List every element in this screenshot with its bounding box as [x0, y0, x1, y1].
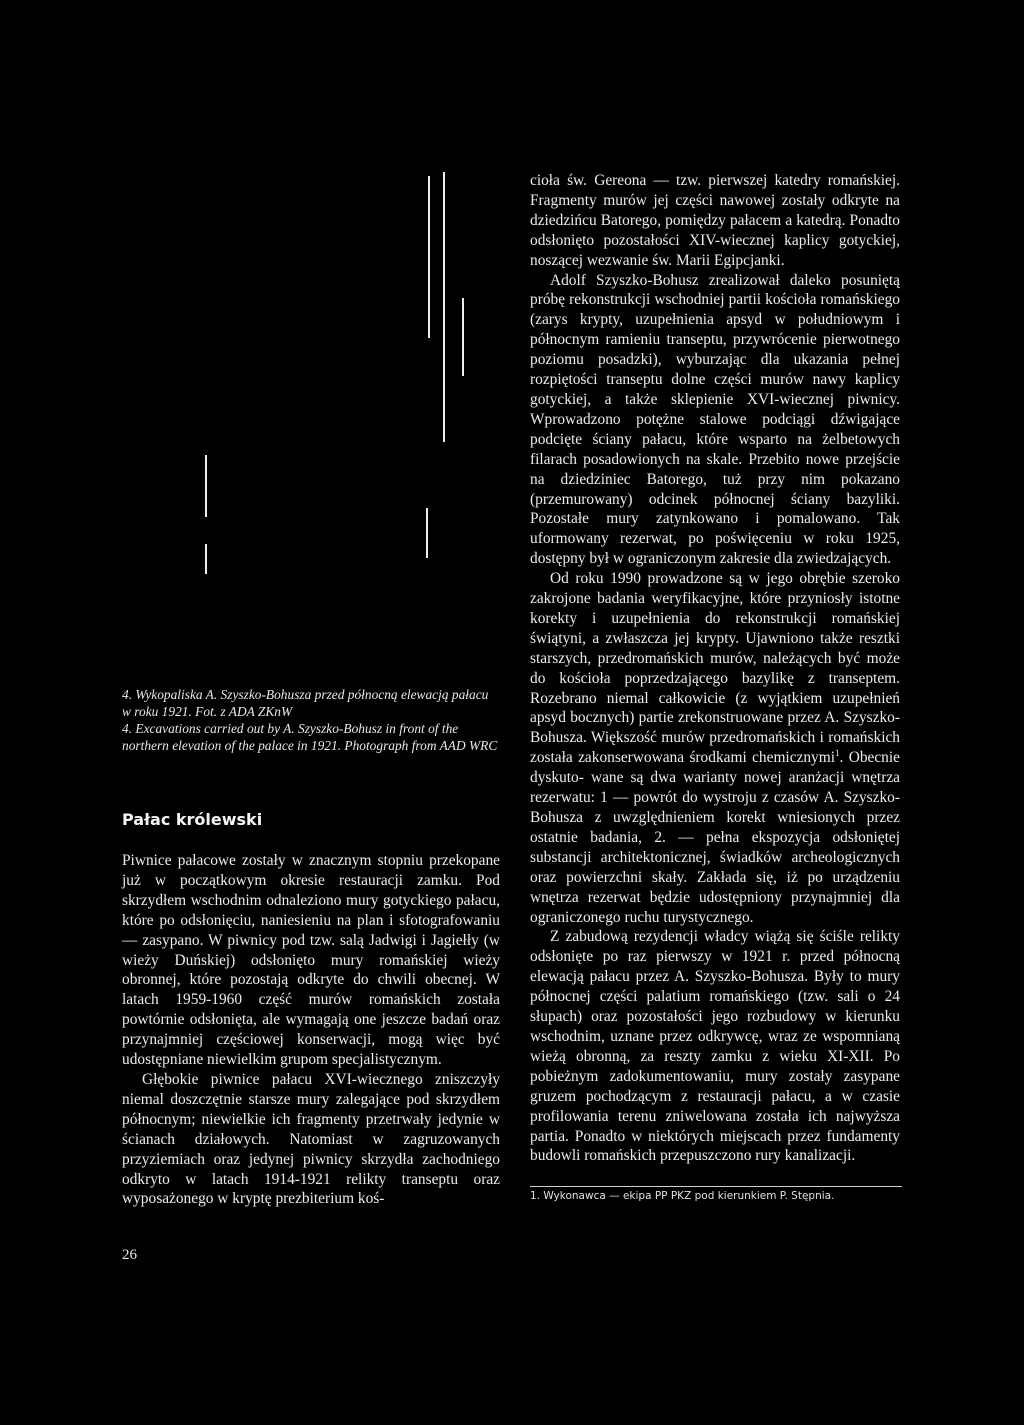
figure-caption	[122, 686, 500, 754]
paragraph	[530, 569, 900, 927]
page-number: 26	[122, 1247, 137, 1263]
photo-line	[428, 176, 430, 338]
photo-line	[443, 172, 445, 442]
photo-line	[462, 298, 464, 376]
paragraph: Piwnice pałacowe zostały w znacznym stopniu przekopane już w początkowym okresie restauracji zamku. Pod skrzydłem wschodnim odnaleziono mury gotyckiego pałacu, które po odsłonięciu, naniesieniu na plan i sfotografowaniu — zasypano. W piwnicy pod tzw. salą Jadwigi i Jagiełły (w wieży Duńskiej) odsłonięto mury romańskiej wieży obronnej, które pozostają odkryte do chwili obecnej. W latach 1959-1960 część murów romańskich została powtórnie odsłonięta, ale wymagają one jeszcze badań oraz przynajmniej częściowej konserwacji, mogą więc być udostępniane niewielkim grupom specjalistycznym.	[122, 852, 500, 1069]
paragraph: Adolf Szyszko-Bohusz zrealizował daleko posuniętą próbę rekonstrukcji wschodniej partii kościoła romańskiego (zarys krypty, uzupełnienia apsyd w południowym i północnym ramieniu transeptu, przywrócenie pierwotnego poziomu posadzki), wyburzając dla ukazania pełnej rozpiętości transeptu dolne części murów nawy kaplicy gotyckiej, a także sklepienie XVI-wiecznej piwnicy. Wprowadzono potężne stalowe podciągi dźwigające podcięte ściany pałacu, które wsparto na żelbetowych filarach posadowionych na skale. Przebito nowe przejście na dziedziniec Batorego, tuż przy nim pokazano (przemurowany) odcinek północnej ściany bazyliki. Pozostałe mury zatynkowano i pomalowano. Tak uformowany rezerwat, po poświęceniu w roku 1925, dostępny był w ograniczonym zakresie dla zwiedzających.	[530, 271, 900, 568]
paragraph: Z zabudową rezydencji władcy wiążą się ściśle relikty odsłonięte po raz pierwszy w 1921 r. przed północną elewacją pałacu przez A. Szyszko-Bohusza. Były to mury północnej części palatium romańskiego (tzw. sali o 24 słupach) oraz pozostałości jego rozbudowy w kierunku wschodnim, uznane przez odkrywcę, wraz ze wspomnianą wieżą obronną, za reszty zamku z wieku XI-XII. Po pobieżnym zadokumentowaniu, mury zostały zasypane gruzem pochodzącym z restauracji pałacu, a w czasie profilowania terenu zniwelowana została ich najwyższa partia. Ponadto w niektórych miejscach przez fundamenty budowli romańskich przepuszczono rury kanalizacji.	[530, 928, 900, 1165]
photo-line	[426, 508, 428, 558]
section-heading: Pałac królewski	[122, 810, 263, 829]
footnote-marker: 1	[835, 748, 840, 759]
footnote-divider	[530, 1186, 902, 1187]
photo-line	[205, 544, 207, 574]
right-column	[530, 171, 900, 1166]
caption-english: 4. Excavations carried out by A. Szyszko-Bohusz in front of the northern elevation of the palace in 1921. Photograph from AAD WRC	[122, 721, 498, 753]
footnote: 1. Wykonawca — ekipa PP PKZ pod kierunkiem P. Stępnia.	[530, 1190, 835, 1202]
paragraph-text: wane są dwa warianty nowej aranżacji wnętrza rezerwatu: 1 — powrót do wystroju z czasów A. Szyszko-Bohusza z uwzględnieniem korekt wniesionych przez ostatnie badania, 2. — pełna ekspozycja odsłoniętej substancji architektonicznej, świadków archeologicznych oraz powierzchni skały. Zakłada się, iż po urządzeniu wnętrza rezerwat będzie udostępniony przynajmniej dla ograniczonego ruchu turystycznego.	[530, 769, 900, 926]
left-column	[122, 851, 500, 1209]
paragraph-text: Od roku 1990 prowadzone są w jego obrębie szeroko zakrojone badania weryfikacyjne, które przyniosły istotne korekty i uzupełnienia do rekonstrukcji romańskiej świątyni, a zwłaszcza jej krypty. Ujawniono także resztki starszych, przedromańskich murów, należących być może do kościoła poprzedzającego bazylikę z transeptem. Rozebrano niemal całkowicie (z wyjątkiem uzupełnień apsyd bocznych) partie zrekonstruowane przez A. Szyszko-Bohusza. Większość murów przedromańskich i romańskich została zakonserwowana środkami chemicznymi	[530, 570, 900, 767]
caption-polish: 4. Wykopaliska A. Szyszko-Bohusza przed północną elewacją pałacu w roku 1921. Fot. z ADA ZKnW	[122, 687, 489, 719]
paragraph: cioła św. Gereona — tzw. pierwszej katedry romańskiej. Fragmenty murów jej części nawowej zostały odkryte na dziedzińcu Batorego, pomiędzy pałacem a katedrą. Ponadto odsłonięto pozostałości XIV-wiecznej kaplicy gotyckiej, noszącej wezwanie św. Marii Egipcjanki.	[530, 172, 900, 269]
paragraph-text: . Obecnie dyskuto-	[530, 749, 900, 787]
photo-line	[205, 455, 207, 517]
paragraph: Głębokie piwnice pałacu XVI-wiecznego zniszczyły niemal doszczętnie starsze mury zalegające pod skrzydłem północnym; niewielkie ich fragmenty przetrwały jedynie w ścianach działowych. Natomiast w zagruzowanych przyziemiach oraz jedynej piwnicy skrzydła zachodniego odkryto w latach 1914-1921 relikty transeptu oraz wyposażonego w kryptę prezbiterium koś-	[122, 1070, 500, 1208]
